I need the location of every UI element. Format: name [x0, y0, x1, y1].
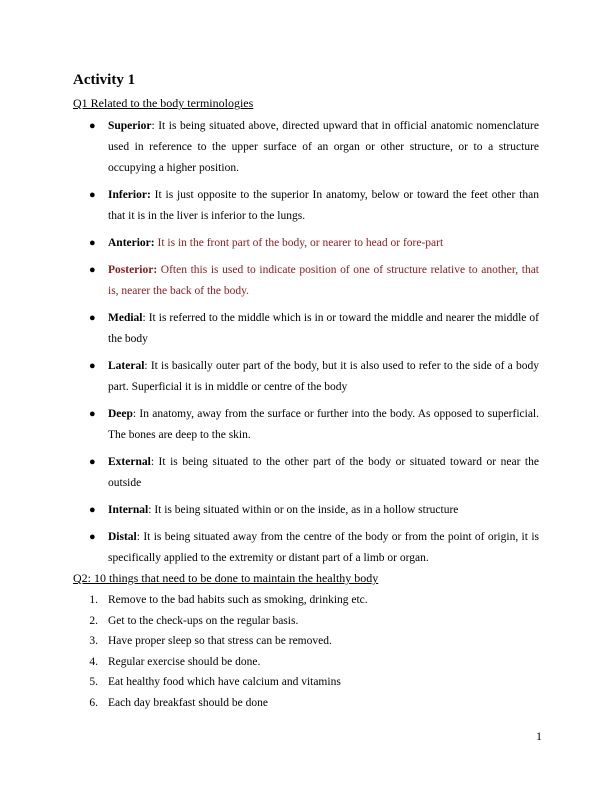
term-name: Posterior:	[108, 264, 158, 276]
activity-heading: Activity 1	[73, 72, 136, 88]
term-name: Deep	[108, 408, 133, 420]
term-external	[0, 452, 612, 494]
term-name: Medial	[108, 312, 143, 324]
bullet-icon: ●	[89, 189, 96, 201]
term-separator: :	[142, 312, 146, 324]
page-number: 1	[536, 729, 542, 743]
item-number: 1.	[89, 594, 98, 606]
bullet-icon: ●	[89, 120, 96, 132]
list-item	[0, 652, 612, 673]
term-name: Superior	[108, 120, 152, 132]
question-2-title: Q2: 10 things that need to be done to maintain the healthy body	[73, 571, 379, 585]
term-definition: It is basically outer part of the body, but it is also used to refer to the side of a body part. Superficial it is in middle or centre of the body	[108, 360, 539, 393]
list-item	[0, 611, 612, 632]
term-definition: Often this is used to indicate position of one of structure relative to another, that is, nearer the back of the body.	[108, 264, 539, 297]
bullet-icon: ●	[89, 504, 96, 516]
bullet-icon: ●	[89, 456, 96, 468]
bullet-icon: ●	[89, 264, 96, 276]
term-internal	[0, 500, 612, 521]
bullet-icon: ●	[89, 360, 96, 372]
item-text: Get to the check-ups on the regular basis.	[108, 614, 299, 627]
term-definition: It is being situated to the other part of the body or situated toward or near the outside	[108, 456, 539, 489]
terminology-list	[0, 116, 612, 569]
item-number: 4.	[89, 655, 98, 668]
item-number: 2.	[89, 614, 98, 627]
item-text: Remove to the bad habits such as smoking, drinking etc.	[108, 594, 368, 606]
term-definition: In anatomy, away from the surface or further into the body. As opposed to superficial. The bones are deep to the skin.	[108, 408, 539, 441]
term-separator: :	[148, 504, 152, 516]
bullet-icon: ●	[89, 531, 96, 543]
healthy-body-list	[0, 590, 612, 714]
term-separator: :	[132, 408, 137, 420]
list-item	[0, 693, 612, 714]
bullet-icon: ●	[89, 237, 96, 249]
term-definition: It is being situated away from the centre of the body or from the point of origin, it is specifically applied to the extremity or distant part of a limb or organ.	[108, 531, 539, 564]
term-separator: :	[144, 360, 148, 372]
item-text: Have proper sleep so that stress can be removed.	[108, 635, 332, 648]
term-anterior	[0, 233, 612, 254]
term-inferior	[0, 185, 612, 227]
term-name: Internal	[108, 504, 149, 516]
list-item	[0, 590, 612, 611]
term-name: Lateral	[108, 360, 145, 372]
item-text: Eat healthy food which have calcium and vitamins	[108, 676, 341, 689]
term-definition: It is just opposite to the superior In anatomy, below or toward the feet other than that it is in the liver is inferior to the lungs.	[108, 189, 539, 222]
term-medial	[0, 308, 612, 350]
list-item	[0, 631, 612, 652]
term-name: Anterior:	[108, 237, 155, 249]
term-separator: :	[151, 120, 155, 132]
question-1-title: Q1 Related to the body terminologies	[73, 96, 254, 110]
item-number: 6.	[89, 696, 98, 709]
term-name: External	[108, 456, 151, 468]
term-name: Distal	[108, 531, 137, 543]
term-separator: :	[136, 531, 140, 543]
term-definition: It is referred to the middle which is in or toward the middle and nearer the middle of the body	[108, 312, 539, 345]
term-deep	[0, 404, 612, 446]
term-posterior	[0, 260, 612, 302]
term-superior	[0, 116, 612, 179]
bullet-icon: ●	[89, 312, 96, 324]
item-text: Regular exercise should be done.	[108, 655, 261, 668]
term-separator: :	[150, 456, 155, 468]
list-item	[0, 672, 612, 693]
term-distal	[0, 527, 612, 569]
item-number: 3.	[89, 635, 98, 648]
item-text: Each day breakfast should be done	[108, 696, 268, 709]
term-definition: It is being situated within or on the inside, as in a hollow structure	[151, 504, 459, 516]
term-name: Inferior:	[108, 189, 151, 201]
term-definition: It is in the front part of the body, or nearer to head or fore-part	[154, 237, 444, 249]
item-number: 5.	[89, 676, 98, 689]
term-lateral	[0, 356, 612, 398]
term-definition: It is being situated above, directed upward that in official anatomic nomenclature used in reference to the upper surface of an organ or other structure, or to a structure occupying a higher position.	[108, 120, 539, 174]
bullet-icon: ●	[89, 408, 96, 420]
